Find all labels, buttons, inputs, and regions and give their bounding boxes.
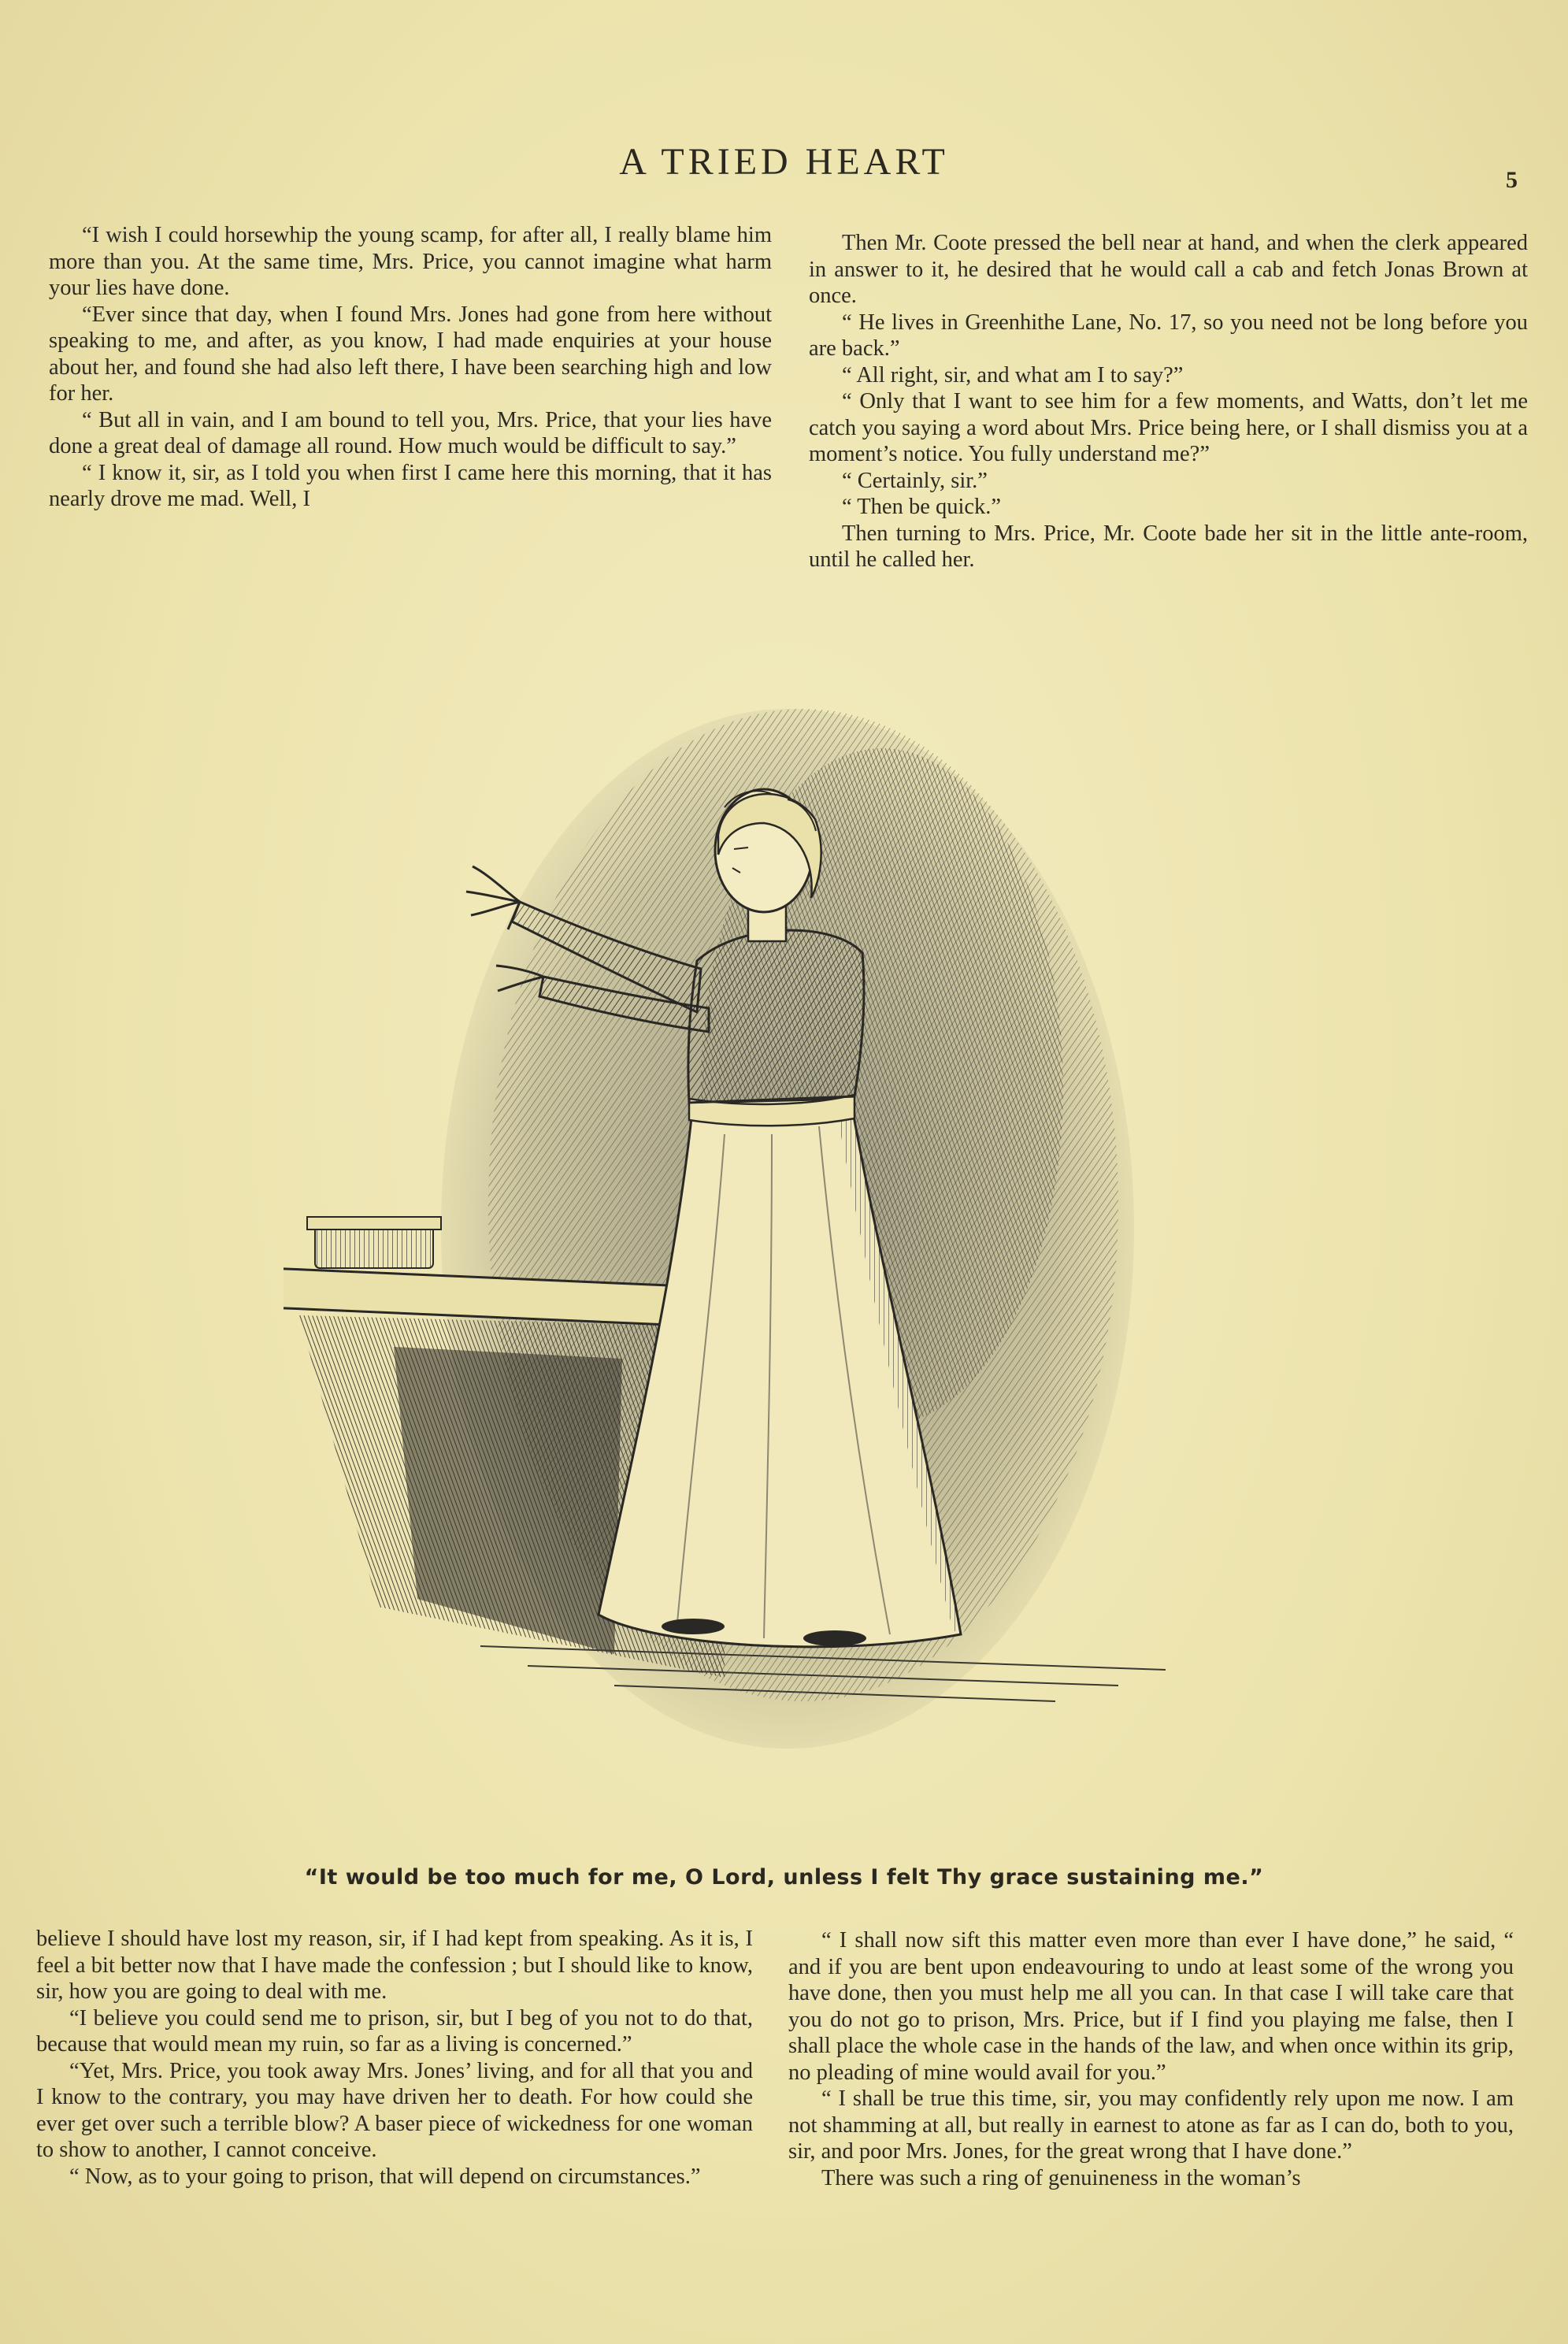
paragraph: Then Mr. Coote pressed the bell near at hand, and when the clerk appeared in answer to it, he desired that he would call a cab and fetch Jonas Brown at once. [809, 231, 1528, 308]
paragraph: “ Only that I want to see him for a few moments, and Watts, don’t let me catch you saying a word about Mrs. Price being here, or I shall dismiss you at a moment’s notice. You fully understand me?” [809, 389, 1528, 466]
paragraph: “ All right, sir, and what am I to say?” [842, 362, 1184, 388]
running-title: A TRIED HEART [619, 141, 949, 183]
paragraph: Then turning to Mrs. Price, Mr. Coote bade her sit in the little ante-room, until he called her. [809, 521, 1528, 572]
top-left-column [49, 222, 772, 513]
paragraph: “ I shall be true this time, sir, you may confidently rely upon me now. I am not shamming at all, but really in earnest to atone as far as I can do, both to you, sir, and poor Mrs. Jones, for the great wrong that I have done.” [788, 2086, 1514, 2164]
paragraph: “ I shall now sift this matter even more than ever I have done,” he said, “ and if you are bent upon endeavouring to undo at least some of the wrong you have done, then you must help me all you can. In that case I will take care that you do not go to prison, Mrs. Price, but if I find you playing me false, then I shall place the whole case in the hands of the law, and when once within its grip, no pleading of mine would avail for you.” [788, 1928, 1514, 2085]
illustration-caption: “It would be too much for me, O Lord, unless I felt Thy grace sustaining me.” [304, 1865, 1264, 1890]
bottom-right-column [788, 1927, 1514, 2191]
paragraph: “I wish I could horsewhip the young scamp, for after all, I really blame him more than you. At the same time, Mrs. Price, you cannot imagine what harm your lies have done. [49, 223, 772, 300]
paragraph: “ He lives in Greenhithe Lane, No. 17, so you need not be long before you are back.” [809, 310, 1528, 361]
top-right-column [809, 230, 1528, 573]
paragraph: “Yet, Mrs. Price, you took away Mrs. Jones’ living, and for all that you and I know to the contrary, you may have driven her to death. For how could she ever get over such a terrible blow? A baser piece of wickedness for one woman to show to another, I cannot conceive. [36, 2058, 753, 2162]
paragraph: “ Then be quick.” [842, 495, 1002, 519]
paragraph: “ I know it, sir, as I told you when first I came here this morning, that it has nearly drove me mad. Well, I [49, 460, 772, 511]
engraving-illustration [284, 662, 1260, 1875]
paragraph: “ Certainly, sir.” [842, 468, 988, 493]
page-number: 5 [1506, 167, 1518, 193]
paragraph: “I believe you could send me to prison, sir, but I beg of you not to do that, because that would mean my ruin, so far as a living is concerned.” [36, 2005, 753, 2057]
paragraph: “Ever since that day, when I found Mrs. Jones had gone from here without speaking to me, and after, as you know, I had made enquiries at your house about her, and found she had also left there, I have been searching high and low for her. [49, 302, 772, 406]
bottom-left-column [36, 1926, 753, 2190]
paragraph: There was such a ring of genuineness in the woman’s [821, 2165, 1301, 2190]
paragraph: believe I should have lost my reason, sir, if I had kept from speaking. As it is, I feel a bit better now that I have made the confession ; but I should like to know, sir, how you are going to deal with me. [36, 1927, 753, 2004]
paragraph: “ Now, as to your going to prison, that will depend on circumstances.” [69, 2164, 701, 2189]
paragraph: “ But all in vain, and I am bound to tell you, Mrs. Price, that your lies have done a great deal of damage all round. How much would be difficult to say.” [49, 407, 772, 458]
